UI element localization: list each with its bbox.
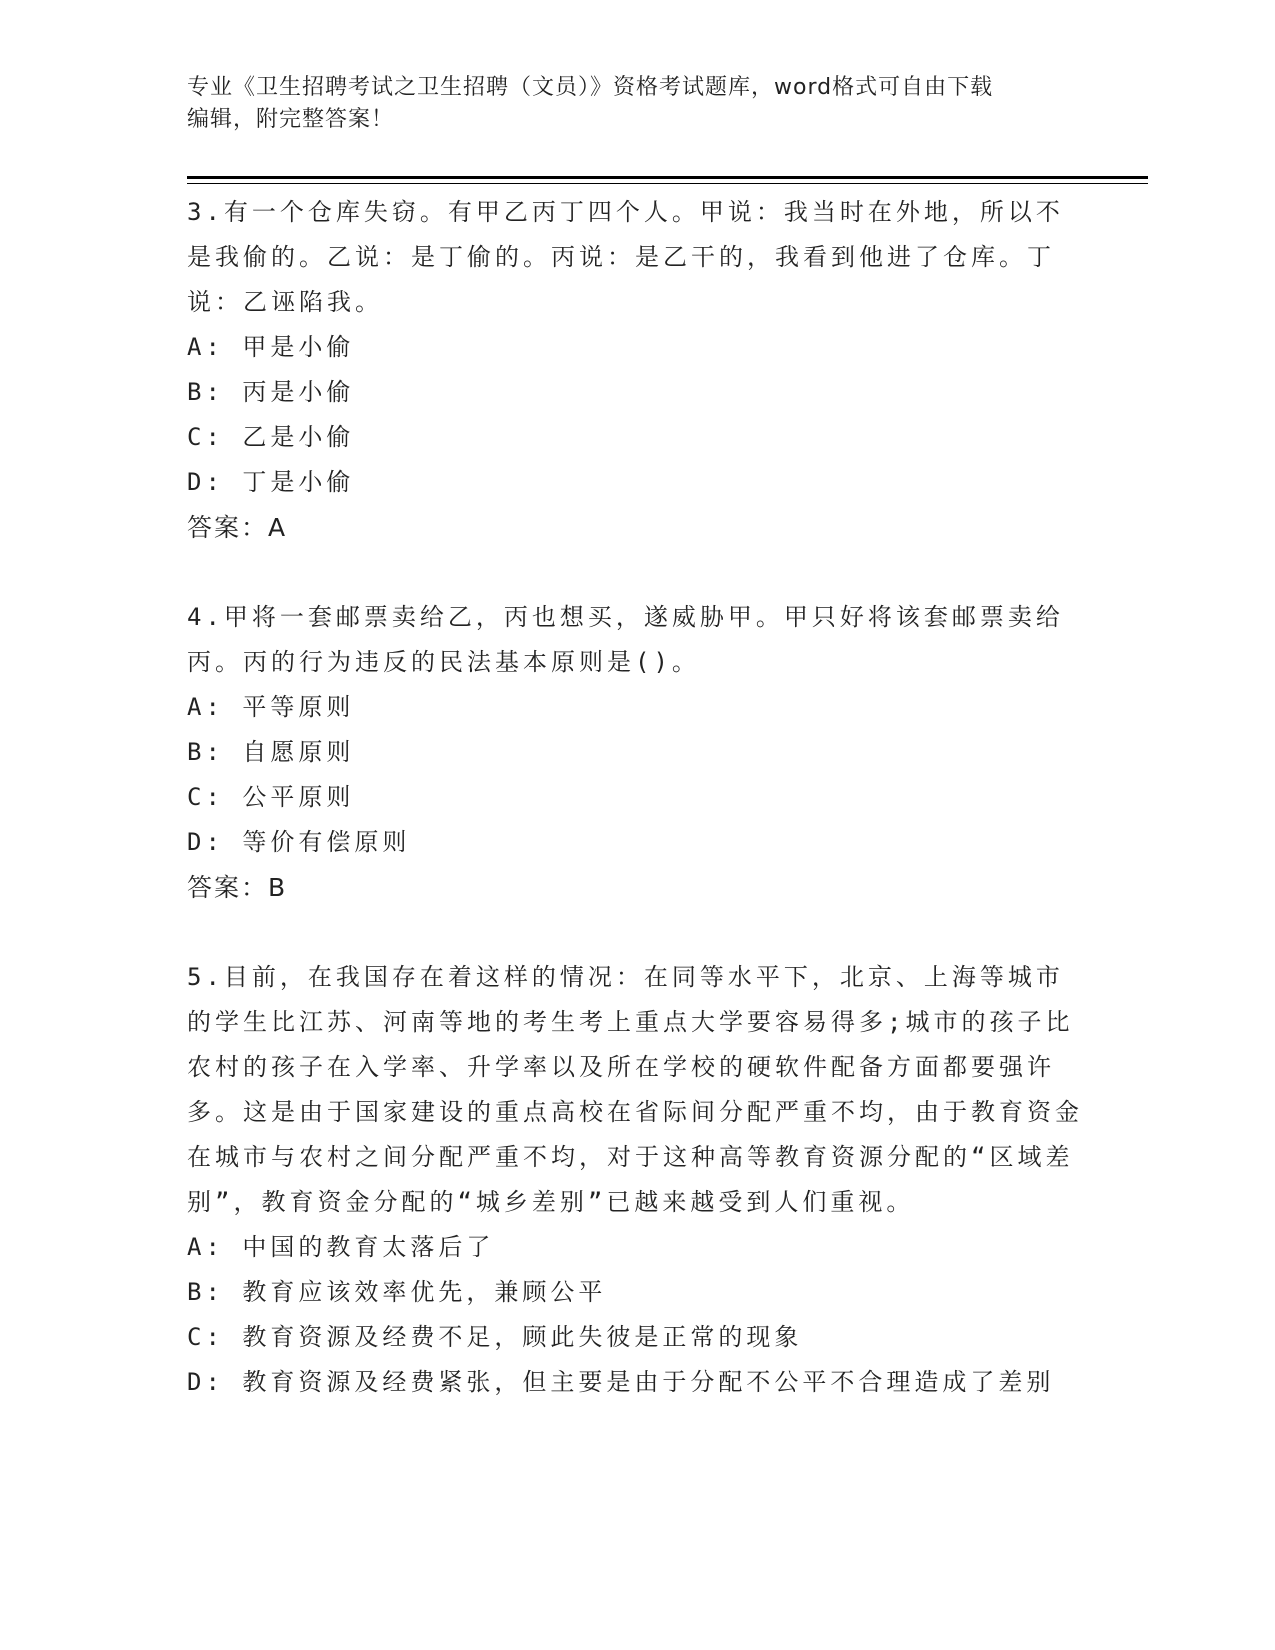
option-a: A: 甲是小偷 [187, 333, 355, 361]
option-b: B: 教育应该效率优先，兼顾公平 [187, 1278, 607, 1306]
option-c: C: 乙是小偷 [187, 423, 355, 451]
header-line-1: 专业《卫生招聘考试之卫生招聘（文员）》资格考试题库，word格式可自由下载 [187, 75, 994, 100]
question-list [187, 190, 1087, 1450]
document-header [187, 72, 1067, 136]
answer: 答案：B [187, 873, 288, 902]
option-d: D: 等价有偿原则 [187, 828, 411, 856]
header-rule-thick [187, 176, 1148, 179]
header-line-2: 编辑，附完整答案！ [187, 107, 395, 132]
question-text: 5.目前，在我国存在着这样的情况：在同等水平下，北京、上海等城市的学生比江苏、河南等地的考生考上重点大学要容易得多;城市的孩子比农村的孩子在入学率、升学率以及所在学校的硬软件配备方面都要强许多。这是由于国家建设的重点高校在省际间分配严重不均，由于教育资金在城市与农村之间分配严重不均，对于这种高等教育资源分配的“区域差别”，教育资金分配的“城乡差别”已越来越受到人们重视。 [187, 963, 1083, 1216]
option-d: D: 丁是小偷 [187, 468, 355, 496]
option-b: B: 丙是小偷 [187, 378, 355, 406]
question-5 [187, 955, 1087, 1405]
question-3 [187, 190, 1087, 550]
option-d: D: 教育资源及经费紧张，但主要是由于分配不公平不合理造成了差别 [187, 1368, 1055, 1396]
option-c: C: 公平原则 [187, 783, 355, 811]
header-rule-thin [187, 183, 1148, 184]
answer: 答案：A [187, 513, 288, 542]
option-a: A: 中国的教育太落后了 [187, 1233, 495, 1261]
option-c: C: 教育资源及经费不足，顾此失彼是正常的现象 [187, 1323, 803, 1351]
question-text: 3.有一个仓库失窃。有甲乙丙丁四个人。甲说：我当时在外地，所以不是我偷的。乙说：是丁偷的。丙说：是乙干的，我看到他进了仓库。丁说：乙诬陷我。 [187, 198, 1064, 316]
option-b: B: 自愿原则 [187, 738, 355, 766]
option-a: A: 平等原则 [187, 693, 355, 721]
question-text: 4.甲将一套邮票卖给乙，丙也想买，遂威胁甲。甲只好将该套邮票卖给丙。丙的行为违反的民法基本原则是()。 [187, 603, 1064, 676]
question-4 [187, 595, 1087, 910]
